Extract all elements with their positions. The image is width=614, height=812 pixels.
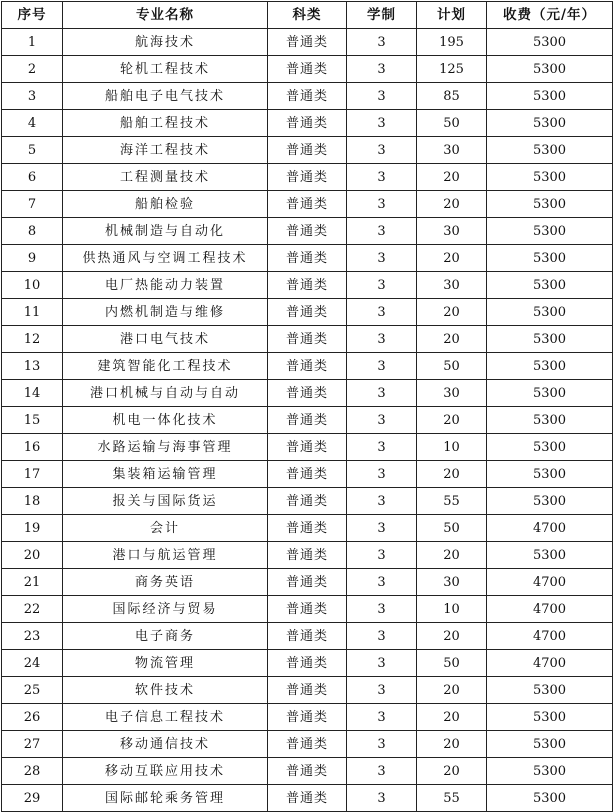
- duration-cell: 3: [347, 407, 417, 434]
- plan-cell: 20: [417, 704, 487, 731]
- table-row: [2, 434, 613, 461]
- table-row: [2, 758, 613, 785]
- duration-cell: 3: [347, 650, 417, 677]
- serial-cell: 8: [2, 218, 63, 245]
- table-row: [2, 29, 613, 56]
- major-name-cell: 集装箱运输管理: [63, 461, 268, 488]
- category-cell: 普通类: [268, 110, 347, 137]
- duration-cell: 3: [347, 83, 417, 110]
- fee-cell: 5300: [487, 488, 613, 515]
- plan-cell: 20: [417, 731, 487, 758]
- table-row: [2, 515, 613, 542]
- major-name-cell: 供热通风与空调工程技术: [63, 245, 268, 272]
- table-row: [2, 326, 613, 353]
- category-cell: 普通类: [268, 164, 347, 191]
- duration-cell: 3: [347, 542, 417, 569]
- plan-cell: 20: [417, 542, 487, 569]
- major-name-cell: 商务英语: [63, 569, 268, 596]
- fee-cell: 4700: [487, 623, 613, 650]
- table-header: [2, 2, 613, 29]
- table-row: [2, 704, 613, 731]
- serial-cell: 27: [2, 731, 63, 758]
- table-row: [2, 542, 613, 569]
- fee-cell: 5300: [487, 731, 613, 758]
- duration-cell: 3: [347, 434, 417, 461]
- header-major-name: 专业名称: [63, 2, 268, 29]
- plan-cell: 55: [417, 488, 487, 515]
- plan-cell: 10: [417, 434, 487, 461]
- fee-cell: 5300: [487, 164, 613, 191]
- fee-cell: 5300: [487, 380, 613, 407]
- plan-cell: 20: [417, 299, 487, 326]
- category-cell: 普通类: [268, 272, 347, 299]
- major-name-cell: 港口与航运管理: [63, 542, 268, 569]
- table-row: [2, 56, 613, 83]
- fee-cell: 5300: [487, 542, 613, 569]
- header-plan: 计划: [417, 2, 487, 29]
- category-cell: 普通类: [268, 191, 347, 218]
- serial-cell: 22: [2, 596, 63, 623]
- major-name-cell: 港口机械与自动与自动: [63, 380, 268, 407]
- major-name-cell: 软件技术: [63, 677, 268, 704]
- serial-cell: 23: [2, 623, 63, 650]
- category-cell: 普通类: [268, 56, 347, 83]
- duration-cell: 3: [347, 245, 417, 272]
- plan-cell: 30: [417, 380, 487, 407]
- category-cell: 普通类: [268, 623, 347, 650]
- serial-cell: 21: [2, 569, 63, 596]
- duration-cell: 3: [347, 785, 417, 812]
- serial-cell: 19: [2, 515, 63, 542]
- header-duration: 学制: [347, 2, 417, 29]
- category-cell: 普通类: [268, 596, 347, 623]
- fee-cell: 5300: [487, 272, 613, 299]
- fee-cell: 5300: [487, 110, 613, 137]
- fee-cell: 5300: [487, 407, 613, 434]
- fee-cell: 4700: [487, 515, 613, 542]
- plan-cell: 195: [417, 29, 487, 56]
- plan-cell: 50: [417, 515, 487, 542]
- header-category: 科类: [268, 2, 347, 29]
- major-name-cell: 港口电气技术: [63, 326, 268, 353]
- major-name-cell: 电厂热能动力装置: [63, 272, 268, 299]
- major-name-cell: 机电一体化技术: [63, 407, 268, 434]
- table-body: [2, 29, 613, 812]
- category-cell: 普通类: [268, 704, 347, 731]
- duration-cell: 3: [347, 596, 417, 623]
- plan-cell: 50: [417, 110, 487, 137]
- plan-cell: 30: [417, 569, 487, 596]
- fee-cell: 4700: [487, 569, 613, 596]
- major-name-cell: 移动通信技术: [63, 731, 268, 758]
- category-cell: 普通类: [268, 299, 347, 326]
- duration-cell: 3: [347, 110, 417, 137]
- category-cell: 普通类: [268, 326, 347, 353]
- plan-cell: 30: [417, 272, 487, 299]
- serial-cell: 11: [2, 299, 63, 326]
- duration-cell: 3: [347, 677, 417, 704]
- plan-cell: 20: [417, 164, 487, 191]
- fee-cell: 5300: [487, 191, 613, 218]
- category-cell: 普通类: [268, 785, 347, 812]
- serial-cell: 25: [2, 677, 63, 704]
- major-name-cell: 工程测量技术: [63, 164, 268, 191]
- table-row: [2, 380, 613, 407]
- major-name-cell: 国际邮轮乘务管理: [63, 785, 268, 812]
- table-row: [2, 110, 613, 137]
- category-cell: 普通类: [268, 245, 347, 272]
- duration-cell: 3: [347, 515, 417, 542]
- fee-cell: 5300: [487, 137, 613, 164]
- fee-cell: 5300: [487, 353, 613, 380]
- fee-cell: 5300: [487, 785, 613, 812]
- serial-cell: 20: [2, 542, 63, 569]
- fee-cell: 5300: [487, 218, 613, 245]
- major-name-cell: 机械制造与自动化: [63, 218, 268, 245]
- plan-cell: 20: [417, 623, 487, 650]
- serial-cell: 18: [2, 488, 63, 515]
- table-row: [2, 137, 613, 164]
- category-cell: 普通类: [268, 407, 347, 434]
- duration-cell: 3: [347, 191, 417, 218]
- major-name-cell: 海洋工程技术: [63, 137, 268, 164]
- table-row: [2, 164, 613, 191]
- category-cell: 普通类: [268, 218, 347, 245]
- major-name-cell: 船舶工程技术: [63, 110, 268, 137]
- table-row: [2, 83, 613, 110]
- plan-cell: 85: [417, 83, 487, 110]
- fee-cell: 5300: [487, 704, 613, 731]
- duration-cell: 3: [347, 731, 417, 758]
- fee-cell: 4700: [487, 650, 613, 677]
- major-name-cell: 移动互联应用技术: [63, 758, 268, 785]
- plan-cell: 20: [417, 407, 487, 434]
- table-row: [2, 272, 613, 299]
- major-name-cell: 会计: [63, 515, 268, 542]
- major-name-cell: 船舶检验: [63, 191, 268, 218]
- category-cell: 普通类: [268, 29, 347, 56]
- table-row: [2, 488, 613, 515]
- duration-cell: 3: [347, 569, 417, 596]
- plan-cell: 20: [417, 245, 487, 272]
- serial-cell: 12: [2, 326, 63, 353]
- serial-cell: 7: [2, 191, 63, 218]
- serial-cell: 14: [2, 380, 63, 407]
- duration-cell: 3: [347, 137, 417, 164]
- major-name-cell: 水路运输与海事管理: [63, 434, 268, 461]
- header-row: [2, 2, 613, 29]
- plan-cell: 55: [417, 785, 487, 812]
- enrollment-plan-table: [1, 1, 613, 812]
- category-cell: 普通类: [268, 353, 347, 380]
- major-name-cell: 内燃机制造与维修: [63, 299, 268, 326]
- duration-cell: 3: [347, 164, 417, 191]
- category-cell: 普通类: [268, 83, 347, 110]
- table-row: [2, 569, 613, 596]
- duration-cell: 3: [347, 488, 417, 515]
- plan-cell: 20: [417, 326, 487, 353]
- duration-cell: 3: [347, 353, 417, 380]
- plan-cell: 50: [417, 650, 487, 677]
- plan-cell: 10: [417, 596, 487, 623]
- serial-cell: 26: [2, 704, 63, 731]
- major-name-cell: 国际经济与贸易: [63, 596, 268, 623]
- serial-cell: 24: [2, 650, 63, 677]
- major-name-cell: 航海技术: [63, 29, 268, 56]
- category-cell: 普通类: [268, 569, 347, 596]
- category-cell: 普通类: [268, 542, 347, 569]
- serial-cell: 6: [2, 164, 63, 191]
- fee-cell: 5300: [487, 758, 613, 785]
- major-name-cell: 电子商务: [63, 623, 268, 650]
- major-name-cell: 物流管理: [63, 650, 268, 677]
- category-cell: 普通类: [268, 515, 347, 542]
- fee-cell: 5300: [487, 56, 613, 83]
- serial-cell: 16: [2, 434, 63, 461]
- plan-cell: 20: [417, 461, 487, 488]
- table-row: [2, 461, 613, 488]
- table-row: [2, 623, 613, 650]
- plan-cell: 20: [417, 191, 487, 218]
- table-row: [2, 245, 613, 272]
- major-name-cell: 电子信息工程技术: [63, 704, 268, 731]
- serial-cell: 3: [2, 83, 63, 110]
- serial-cell: 4: [2, 110, 63, 137]
- plan-cell: 50: [417, 353, 487, 380]
- duration-cell: 3: [347, 704, 417, 731]
- serial-cell: 2: [2, 56, 63, 83]
- table-row: [2, 677, 613, 704]
- duration-cell: 3: [347, 758, 417, 785]
- serial-cell: 29: [2, 785, 63, 812]
- header-serial: 序号: [2, 2, 63, 29]
- duration-cell: 3: [347, 56, 417, 83]
- fee-cell: 5300: [487, 245, 613, 272]
- duration-cell: 3: [347, 29, 417, 56]
- table-row: [2, 596, 613, 623]
- table-row: [2, 353, 613, 380]
- category-cell: 普通类: [268, 137, 347, 164]
- category-cell: 普通类: [268, 434, 347, 461]
- fee-cell: 4700: [487, 596, 613, 623]
- duration-cell: 3: [347, 299, 417, 326]
- plan-cell: 20: [417, 758, 487, 785]
- fee-cell: 5300: [487, 677, 613, 704]
- fee-cell: 5300: [487, 83, 613, 110]
- fee-cell: 5300: [487, 299, 613, 326]
- serial-cell: 1: [2, 29, 63, 56]
- major-name-cell: 建筑智能化工程技术: [63, 353, 268, 380]
- category-cell: 普通类: [268, 731, 347, 758]
- duration-cell: 3: [347, 461, 417, 488]
- fee-cell: 5300: [487, 29, 613, 56]
- fee-cell: 5300: [487, 326, 613, 353]
- serial-cell: 10: [2, 272, 63, 299]
- serial-cell: 28: [2, 758, 63, 785]
- plan-cell: 20: [417, 677, 487, 704]
- duration-cell: 3: [347, 326, 417, 353]
- table-row: [2, 299, 613, 326]
- duration-cell: 3: [347, 623, 417, 650]
- table-row: [2, 731, 613, 758]
- category-cell: 普通类: [268, 461, 347, 488]
- plan-cell: 30: [417, 137, 487, 164]
- serial-cell: 13: [2, 353, 63, 380]
- serial-cell: 17: [2, 461, 63, 488]
- duration-cell: 3: [347, 380, 417, 407]
- category-cell: 普通类: [268, 380, 347, 407]
- fee-cell: 5300: [487, 461, 613, 488]
- duration-cell: 3: [347, 272, 417, 299]
- serial-cell: 15: [2, 407, 63, 434]
- header-fee: 收费（元/年）: [487, 2, 613, 29]
- table-row: [2, 218, 613, 245]
- table-row: [2, 191, 613, 218]
- serial-cell: 9: [2, 245, 63, 272]
- category-cell: 普通类: [268, 758, 347, 785]
- table-row: [2, 785, 613, 812]
- major-name-cell: 轮机工程技术: [63, 56, 268, 83]
- category-cell: 普通类: [268, 650, 347, 677]
- major-name-cell: 报关与国际货运: [63, 488, 268, 515]
- category-cell: 普通类: [268, 488, 347, 515]
- serial-cell: 5: [2, 137, 63, 164]
- plan-cell: 30: [417, 218, 487, 245]
- table-row: [2, 650, 613, 677]
- duration-cell: 3: [347, 218, 417, 245]
- table-row: [2, 407, 613, 434]
- fee-cell: 5300: [487, 434, 613, 461]
- plan-cell: 125: [417, 56, 487, 83]
- major-name-cell: 船舶电子电气技术: [63, 83, 268, 110]
- category-cell: 普通类: [268, 677, 347, 704]
